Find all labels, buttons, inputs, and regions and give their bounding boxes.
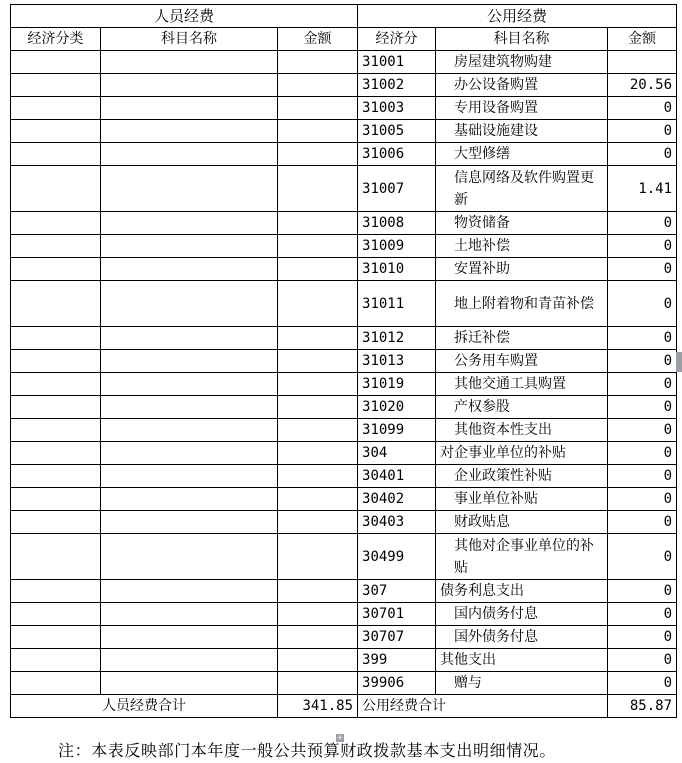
- public-subject-name-cell: 基础设施建设: [436, 120, 608, 143]
- public-amount-cell: 0: [608, 580, 677, 603]
- personnel-subject-name-cell: [101, 51, 278, 74]
- personnel-amount-cell: [278, 258, 358, 281]
- personnel-econ-class-cell: [11, 534, 101, 580]
- col-header-subject-name: 科目名称: [101, 28, 278, 51]
- public-subject-name-cell: 信息网络及软件购置更新: [436, 166, 608, 212]
- personnel-econ-class-cell: [11, 212, 101, 235]
- public-subject-name-cell: 企业政策性补贴: [436, 465, 608, 488]
- public-econ-class-cell: 31010: [358, 258, 436, 281]
- public-amount-cell: 0: [608, 534, 677, 580]
- public-subject-name-cell: 安置补助: [436, 258, 608, 281]
- public-amount-cell: 0: [608, 120, 677, 143]
- public-econ-class-cell: 31099: [358, 419, 436, 442]
- public-econ-class-cell: 30707: [358, 626, 436, 649]
- personnel-amount-cell: [278, 51, 358, 74]
- public-amount-cell: 1.41: [608, 166, 677, 212]
- public-amount-cell: 0: [608, 281, 677, 327]
- personnel-subject-name-cell: [101, 97, 278, 120]
- table-row: [11, 511, 677, 534]
- public-econ-class-cell: 31012: [358, 327, 436, 350]
- public-econ-class-cell: 31008: [358, 212, 436, 235]
- table-row: [11, 442, 677, 465]
- personnel-amount-cell: [278, 120, 358, 143]
- public-econ-class-cell: 307: [358, 580, 436, 603]
- public-econ-class-cell: 31005: [358, 120, 436, 143]
- public-subject-name-cell: 地上附着物和青苗补偿: [436, 281, 608, 327]
- personnel-subject-name-cell: [101, 580, 278, 603]
- public-subject-name-cell: 其他对企事业单位的补贴: [436, 534, 608, 580]
- totals-row: [11, 695, 677, 718]
- public-econ-class-cell: 31011: [358, 281, 436, 327]
- personnel-econ-class-cell: [11, 166, 101, 212]
- group-header-row: [11, 5, 677, 28]
- public-subject-name-cell: 事业单位补贴: [436, 488, 608, 511]
- col-header-econ-class: 经济分类: [11, 28, 101, 51]
- personnel-amount-cell: [278, 672, 358, 695]
- personnel-subject-name-cell: [101, 626, 278, 649]
- personnel-amount-cell: [278, 281, 358, 327]
- personnel-subject-name-cell: [101, 74, 278, 97]
- personnel-amount-cell: [278, 235, 358, 258]
- personnel-econ-class-cell: [11, 373, 101, 396]
- personnel-amount-cell: [278, 442, 358, 465]
- personnel-amount-cell: [278, 350, 358, 373]
- public-econ-class-cell: 31006: [358, 143, 436, 166]
- col-header-subject-name-public: 科目名称: [436, 28, 608, 51]
- table-add-row-handle-icon[interactable]: +: [336, 733, 344, 742]
- table-rows: [11, 51, 677, 695]
- personnel-econ-class-cell: [11, 580, 101, 603]
- personnel-subject-name-cell: [101, 350, 278, 373]
- public-subject-name-cell: 大型修缮: [436, 143, 608, 166]
- table-row: [11, 143, 677, 166]
- personnel-subject-name-cell: [101, 465, 278, 488]
- public-subject-name-cell: 国内债务付息: [436, 603, 608, 626]
- personnel-subject-name-cell: [101, 419, 278, 442]
- personnel-expense-header: 人员经费: [11, 5, 358, 28]
- public-subject-name-cell: 土地补偿: [436, 235, 608, 258]
- public-subject-name-cell: 公务用车购置: [436, 350, 608, 373]
- budget-detail-table: [10, 4, 677, 718]
- personnel-amount-cell: [278, 488, 358, 511]
- table-footnote: 注：本表反映部门本年度一般公共预算财政拨款基本支出明细情况。: [58, 741, 557, 760]
- public-amount-cell: 0: [608, 212, 677, 235]
- table-resize-handle-icon[interactable]: [676, 352, 682, 372]
- public-expense-header: 公用经费: [358, 5, 677, 28]
- table-row: [11, 419, 677, 442]
- personnel-econ-class-cell: [11, 327, 101, 350]
- personnel-subject-name-cell: [101, 534, 278, 580]
- public-subject-name-cell: 物资储备: [436, 212, 608, 235]
- personnel-amount-cell: [278, 396, 358, 419]
- public-subject-name-cell: 其他资本性支出: [436, 419, 608, 442]
- table-row: [11, 281, 677, 327]
- public-econ-class-cell: 31019: [358, 373, 436, 396]
- public-subject-name-cell: 赠与: [436, 672, 608, 695]
- table-row: [11, 672, 677, 695]
- public-amount-cell: 0: [608, 97, 677, 120]
- public-econ-class-cell: 31007: [358, 166, 436, 212]
- personnel-total-label: 人员经费合计: [11, 695, 278, 718]
- personnel-subject-name-cell: [101, 373, 278, 396]
- public-amount-cell: 0: [608, 511, 677, 534]
- personnel-amount-cell: [278, 534, 358, 580]
- personnel-amount-cell: [278, 465, 358, 488]
- public-amount-cell: 0: [608, 258, 677, 281]
- public-amount-cell: 0: [608, 488, 677, 511]
- table-row: [11, 603, 677, 626]
- public-amount-cell: 0: [608, 442, 677, 465]
- table-row: [11, 350, 677, 373]
- col-header-econ-class-public: 经济分: [358, 28, 436, 51]
- personnel-econ-class-cell: [11, 419, 101, 442]
- public-econ-class-cell: 30402: [358, 488, 436, 511]
- personnel-econ-class-cell: [11, 465, 101, 488]
- public-amount-cell: 0: [608, 396, 677, 419]
- public-amount-cell: 20.56: [608, 74, 677, 97]
- public-amount-cell: 0: [608, 603, 677, 626]
- public-subject-name-cell: 对企事业单位的补贴: [436, 442, 608, 465]
- public-econ-class-cell: 399: [358, 649, 436, 672]
- col-header-amount-public: 金额: [608, 28, 677, 51]
- public-econ-class-cell: 31020: [358, 396, 436, 419]
- personnel-subject-name-cell: [101, 120, 278, 143]
- personnel-amount-cell: [278, 212, 358, 235]
- personnel-econ-class-cell: [11, 442, 101, 465]
- personnel-amount-cell: [278, 327, 358, 350]
- public-econ-class-cell: 39906: [358, 672, 436, 695]
- public-amount-cell: 0: [608, 350, 677, 373]
- public-econ-class-cell: 30499: [358, 534, 436, 580]
- personnel-subject-name-cell: [101, 235, 278, 258]
- table-row: [11, 488, 677, 511]
- public-subject-name-cell: 房屋建筑物购建: [436, 51, 608, 74]
- public-total-amount: 85.87: [608, 695, 677, 718]
- personnel-amount-cell: [278, 166, 358, 212]
- table-row: [11, 212, 677, 235]
- personnel-subject-name-cell: [101, 442, 278, 465]
- table-row: [11, 626, 677, 649]
- public-amount-cell: 0: [608, 143, 677, 166]
- table-row: [11, 534, 677, 580]
- personnel-amount-cell: [278, 373, 358, 396]
- public-econ-class-cell: 304: [358, 442, 436, 465]
- public-econ-class-cell: 30403: [358, 511, 436, 534]
- public-subject-name-cell: 产权参股: [436, 396, 608, 419]
- personnel-econ-class-cell: [11, 603, 101, 626]
- personnel-subject-name-cell: [101, 511, 278, 534]
- table-row: [11, 97, 677, 120]
- table-row: [11, 465, 677, 488]
- public-econ-class-cell: 31001: [358, 51, 436, 74]
- personnel-econ-class-cell: [11, 74, 101, 97]
- public-subject-name-cell: 债务利息支出: [436, 580, 608, 603]
- personnel-subject-name-cell: [101, 212, 278, 235]
- public-amount-cell: 0: [608, 419, 677, 442]
- table-row: [11, 74, 677, 97]
- public-econ-class-cell: 31013: [358, 350, 436, 373]
- personnel-econ-class-cell: [11, 488, 101, 511]
- personnel-subject-name-cell: [101, 396, 278, 419]
- public-subject-name-cell: 其他交通工具购置: [436, 373, 608, 396]
- personnel-econ-class-cell: [11, 396, 101, 419]
- personnel-subject-name-cell: [101, 672, 278, 695]
- table-row: [11, 235, 677, 258]
- public-amount-cell: 0: [608, 373, 677, 396]
- personnel-econ-class-cell: [11, 143, 101, 166]
- public-econ-class-cell: 31009: [358, 235, 436, 258]
- public-amount-cell: 0: [608, 235, 677, 258]
- public-econ-class-cell: 30701: [358, 603, 436, 626]
- public-amount-cell: 0: [608, 649, 677, 672]
- public-econ-class-cell: 30401: [358, 465, 436, 488]
- personnel-amount-cell: [278, 649, 358, 672]
- personnel-econ-class-cell: [11, 626, 101, 649]
- personnel-econ-class-cell: [11, 511, 101, 534]
- public-econ-class-cell: 31002: [358, 74, 436, 97]
- col-header-amount: 金额: [278, 28, 358, 51]
- personnel-amount-cell: [278, 74, 358, 97]
- public-amount-cell: 0: [608, 672, 677, 695]
- public-subject-name-cell: 办公设备购置: [436, 74, 608, 97]
- personnel-econ-class-cell: [11, 235, 101, 258]
- personnel-econ-class-cell: [11, 97, 101, 120]
- personnel-amount-cell: [278, 97, 358, 120]
- personnel-total-amount: 341.85: [278, 695, 358, 718]
- public-subject-name-cell: 国外债务付息: [436, 626, 608, 649]
- personnel-econ-class-cell: [11, 51, 101, 74]
- table-row: [11, 258, 677, 281]
- table-row: [11, 396, 677, 419]
- public-total-label: 公用经费合计: [358, 695, 608, 718]
- personnel-amount-cell: [278, 626, 358, 649]
- public-subject-name-cell: 其他支出: [436, 649, 608, 672]
- public-amount-cell: 0: [608, 465, 677, 488]
- table-row: [11, 120, 677, 143]
- personnel-econ-class-cell: [11, 649, 101, 672]
- table-row: [11, 51, 677, 74]
- personnel-econ-class-cell: [11, 120, 101, 143]
- personnel-subject-name-cell: [101, 327, 278, 350]
- personnel-subject-name-cell: [101, 258, 278, 281]
- table-row: [11, 327, 677, 350]
- personnel-amount-cell: [278, 143, 358, 166]
- public-subject-name-cell: 财政贴息: [436, 511, 608, 534]
- column-header-row: [11, 28, 677, 51]
- personnel-subject-name-cell: [101, 488, 278, 511]
- personnel-amount-cell: [278, 580, 358, 603]
- personnel-amount-cell: [278, 511, 358, 534]
- public-subject-name-cell: 专用设备购置: [436, 97, 608, 120]
- public-amount-cell: 0: [608, 626, 677, 649]
- personnel-amount-cell: [278, 419, 358, 442]
- table-row: [11, 166, 677, 212]
- public-amount-cell: [608, 51, 677, 74]
- table-row: [11, 580, 677, 603]
- personnel-econ-class-cell: [11, 350, 101, 373]
- personnel-econ-class-cell: [11, 672, 101, 695]
- personnel-econ-class-cell: [11, 281, 101, 327]
- personnel-subject-name-cell: [101, 603, 278, 626]
- personnel-subject-name-cell: [101, 649, 278, 672]
- table-row: [11, 649, 677, 672]
- public-amount-cell: 0: [608, 327, 677, 350]
- personnel-amount-cell: [278, 603, 358, 626]
- table-row: [11, 373, 677, 396]
- public-econ-class-cell: 31003: [358, 97, 436, 120]
- personnel-subject-name-cell: [101, 143, 278, 166]
- public-subject-name-cell: 拆迁补偿: [436, 327, 608, 350]
- personnel-subject-name-cell: [101, 281, 278, 327]
- personnel-subject-name-cell: [101, 166, 278, 212]
- personnel-econ-class-cell: [11, 258, 101, 281]
